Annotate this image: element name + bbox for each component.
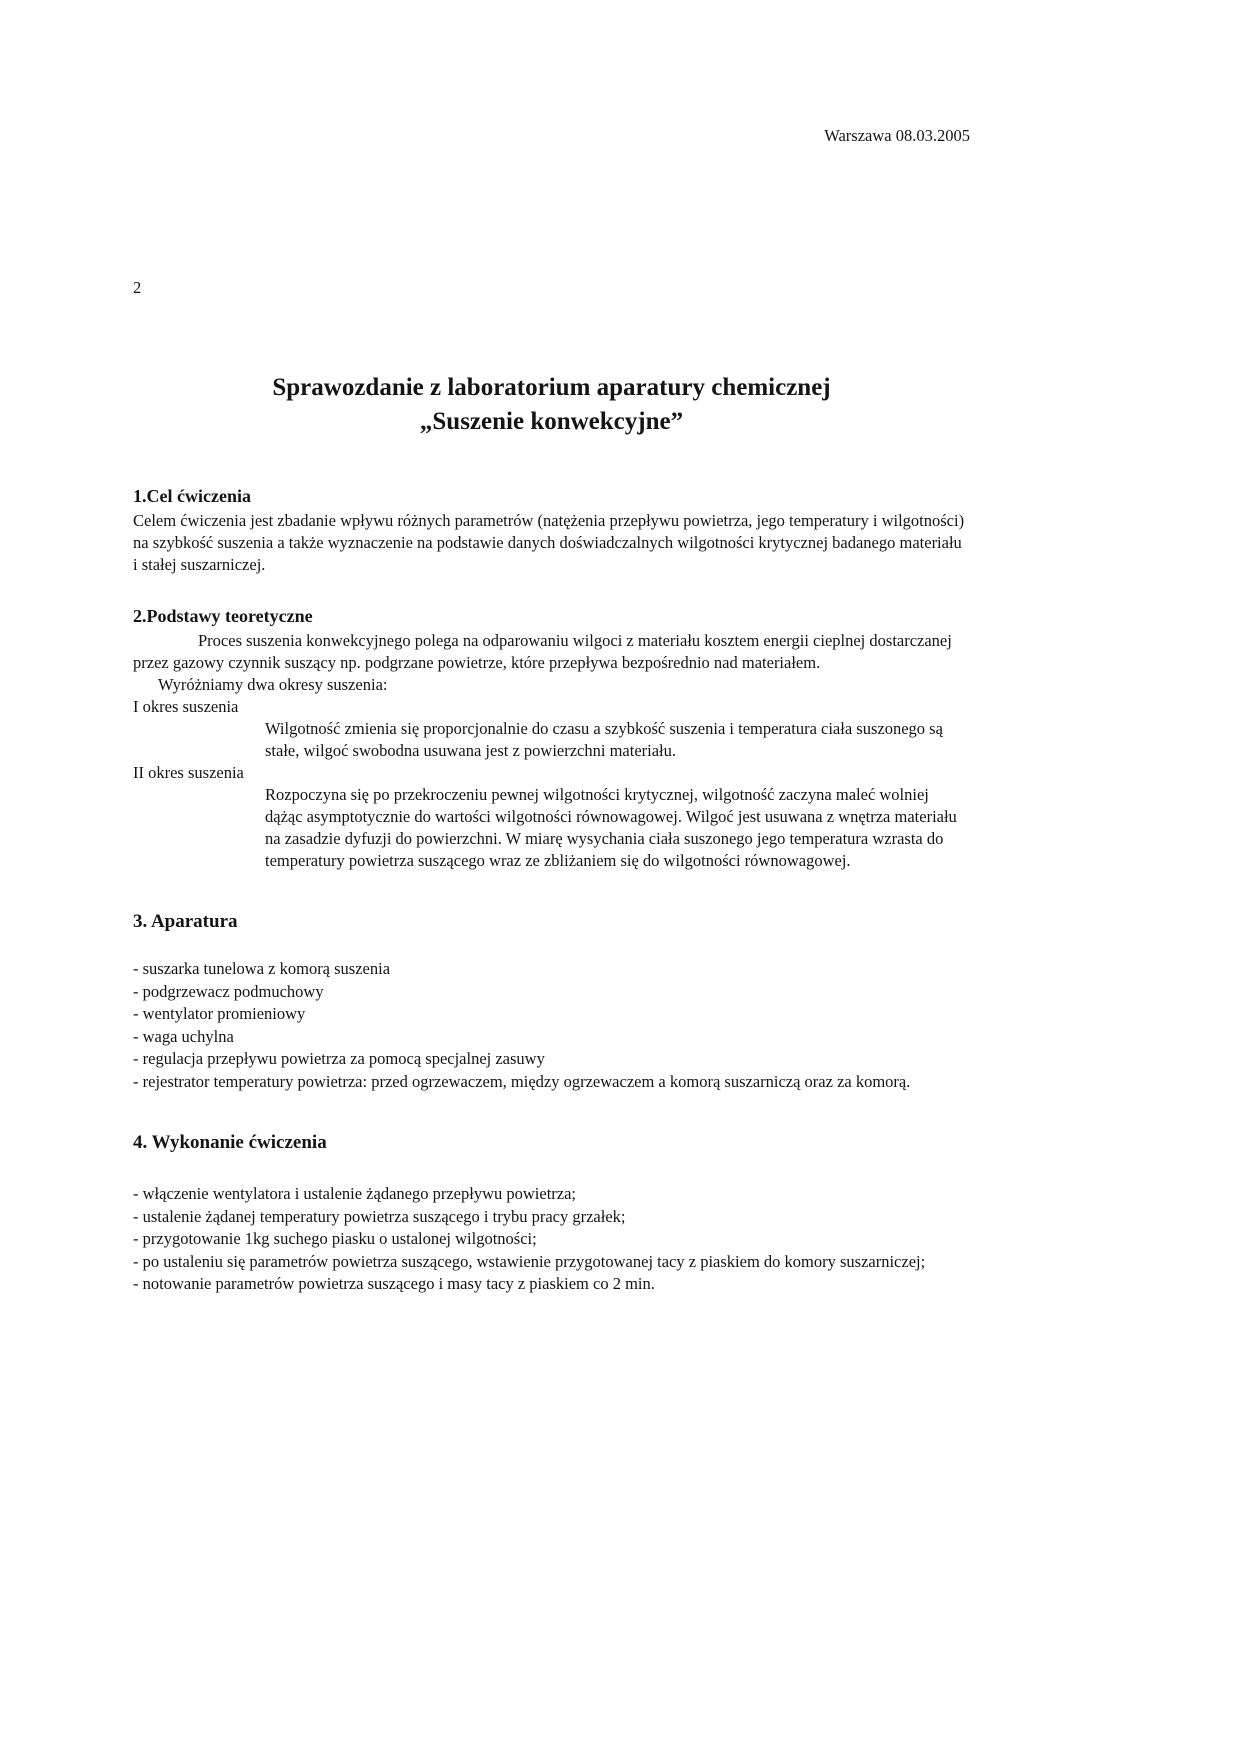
procedure-list-item: - po ustaleniu się parametrów powietrza suszącego, wstawienie przygotowanej tacy z piaskiem do komory suszarniczej; — [133, 1251, 926, 1271]
drying-period-2-text: Rozpoczyna się po przekroczeniu pewnej wilgotności krytycznej, wilgotność zaczyna maleć wolniej dążąc asymptotycznie do wartości wilgotności równowagowej. Wilgoć jest usuwana z wnętrza materiału na zasadzie dyfuzji do powierzchni. W miarę wysychania ciała suszonego jego temperatura wzrasta do temperatury powietrza suszącego wraz ze zbliżaniem się do wilgotności równowagowej. — [265, 785, 957, 870]
document-date: Warszawa 08.03.2005 — [824, 126, 970, 145]
title-line-1: Sprawozdanie z laboratorium aparatury chemicznej — [272, 374, 831, 401]
procedure-list-item: - notowanie parametrów powietrza suszącego i masy tacy z piaskiem co 2 min. — [133, 1274, 655, 1293]
section-2-paragraph-2: Wyróżniamy dwa okresy suszenia: — [158, 675, 388, 694]
section-2-heading: 2.Podstawy teoretyczne — [133, 606, 313, 626]
apparatus-list-item: - rejestrator temperatury powietrza: przed ogrzewaczem, między ogrzewaczem a komorą suszarniczą oraz za komorą. — [133, 1071, 911, 1091]
apparatus-list-item: - wentylator promieniowy — [133, 1004, 306, 1023]
section-4-heading: 4. Wykonanie ćwiczenia — [133, 1132, 327, 1153]
apparatus-list — [133, 958, 970, 1093]
apparatus-list-item: - waga uchylna — [133, 1026, 234, 1046]
document-title — [133, 371, 970, 439]
procedure-list — [133, 1183, 970, 1296]
procedure-list-item: - ustalenie żądanej temperatury powietrza suszącego i trybu pracy grzałek; — [133, 1206, 626, 1226]
section-1-body: Celem ćwiczenia jest zbadanie wpływu różnych parametrów (natężenia przepływu powietrza, jego temperatury i wilgotności) na szybkość suszenia a także wyznaczenie na podstawie danych doświadczalnych wilgotności krytycznej badanego materiału i stałej suszarniczej. — [133, 511, 965, 574]
drying-period-1-label: I okres suszenia — [133, 697, 239, 716]
apparatus-list-item: - regulacja przepływu powietrza za pomocą specjalnej zasuwy — [133, 1049, 545, 1068]
drying-period-2-label: II okres suszenia — [133, 763, 244, 782]
title-line-2: „Suszenie konwekcyjne” — [419, 408, 684, 435]
procedure-list-item: - włączenie wentylatora i ustalenie żądanego przepływu powietrza; — [133, 1184, 577, 1203]
apparatus-list-item: - suszarka tunelowa z komorą suszenia — [133, 959, 391, 978]
drying-period-1-text: Wilgotność zmienia się proporcjonalnie do czasu a szybkość suszenia i temperatura ciała suszonego są stałe, wilgoć swobodna usuwana jest z powierzchni materiału. — [265, 719, 943, 760]
section-1-heading: 1.Cel ćwiczenia — [133, 486, 251, 506]
page-number: 2 — [133, 278, 142, 297]
apparatus-list-item: - podgrzewacz podmuchowy — [133, 981, 324, 1001]
procedure-list-item: - przygotowanie 1kg suchego piasku o ustalonej wilgotności; — [133, 1229, 537, 1248]
section-3-heading: 3. Aparatura — [133, 911, 238, 932]
section-2-paragraph-1: Proces suszenia konwekcyjnego polega na odparowaniu wilgoci z materiału kosztem energii cieplnej dostarczanej przez gazowy czynnik suszący np. podgrzane powietrze, które przepływa bezpośrednio nad materiałem. — [133, 631, 952, 672]
